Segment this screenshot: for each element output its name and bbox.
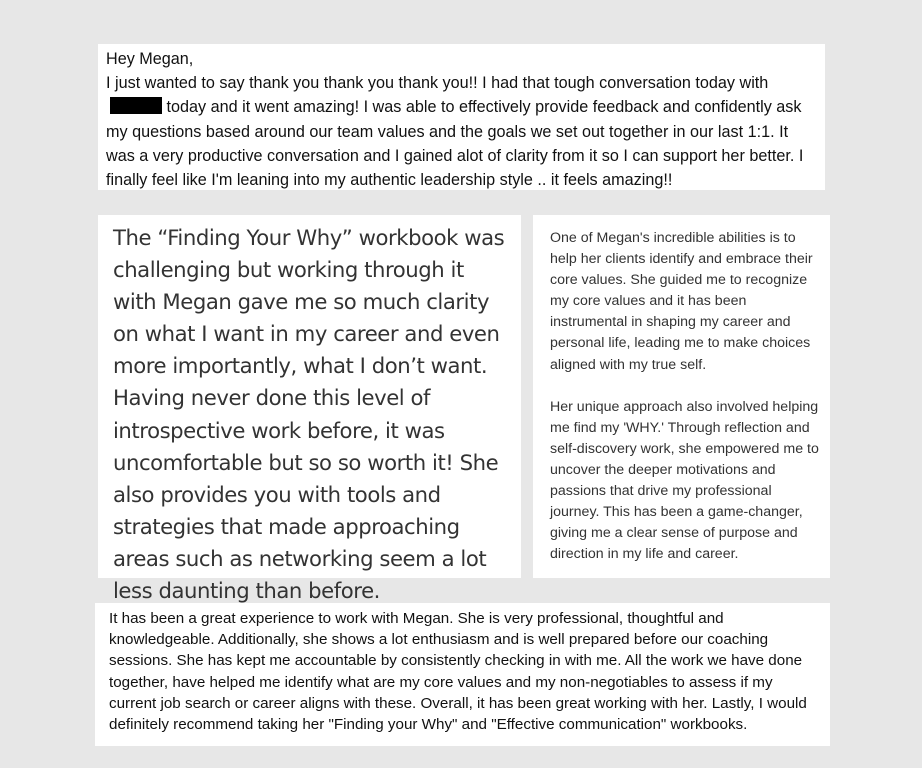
testimonial-card-finding-your-why <box>98 215 521 604</box>
testimonial-card-thank-you <box>98 44 825 190</box>
testimonial-body-end: today and it went amazing! I was able to effectively provide feedback and confidently ask my questions based around our team values and the goals we set out together in our last 1:1. It was a very productive conversation and I gained alot of clarity from it so I can support her better. I finally feel like I'm leaning into my authentic leadership style .. it feels amazing!! <box>106 98 804 190</box>
testimonial-body <box>106 71 819 192</box>
testimonial-body-start: I just wanted to say thank you thank you thank you!! I had that tough conversation today with <box>106 74 769 93</box>
testimonial-body: The “Finding Your Why” workbook was challenging but working through it with Megan gave me so much clarity on what I want in my career and even more importantly, what I don’t want. Having never done this level of introspective work before, it was uncomfortable but so so worth it! She also provides you with tools and strategies that made approaching areas such as networking seem a lot less daunting than before. <box>113 225 505 604</box>
testimonial-card-great-experience <box>95 603 830 746</box>
testimonial-greeting: Hey Megan, <box>106 50 194 68</box>
testimonial-paragraph-1: One of Megan's incredible abilities is to help her clients identify and embrace their core values. She guided me to recognize my core values and it has been instrumental in shaping my career and personal life, leading me to make choices aligned with my true self. <box>550 230 813 373</box>
testimonial-card-core-values <box>533 215 830 578</box>
redacted-name-block <box>110 97 162 114</box>
testimonial-body: It has been a great experience to work with Megan. She is very professional, thoughtful and knowledgeable. Additionally, she shows a lot enthusiasm and is well prepared before our coaching sessions. She has kept me accountable by consistently checking in with me. All the work we have done together, have helped me identify what are my core values and my non-negotiables to assess if my current job search or career aligns with these. Overall, it has been great working with her. Lastly, I would definitely recommend taking her "Finding your Why" and "Effective communication" workbooks. <box>109 610 807 734</box>
testimonial-paragraph-2: Her unique approach also involved helping me find my 'WHY.' Through reflection and self-discovery work, she empowered me to uncover the deeper motivations and passions that drive my professional journey. This has been a game-changer, giving me a clear sense of purpose and direction in my life and career. <box>550 398 819 563</box>
